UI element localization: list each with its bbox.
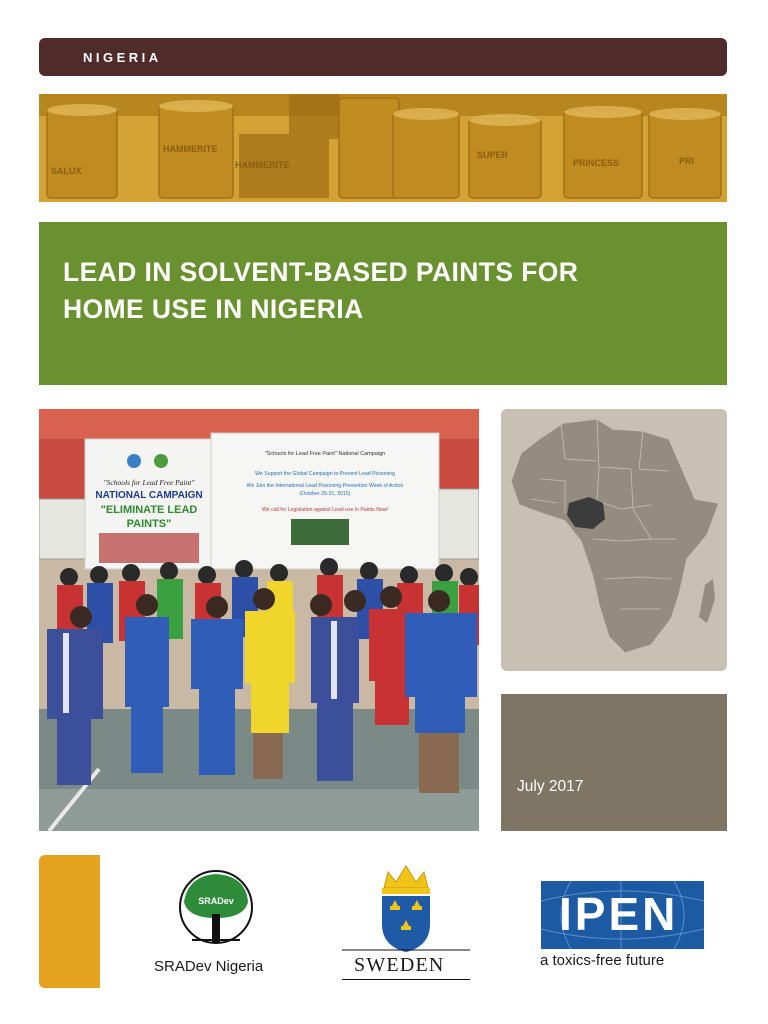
africa-continent-shape [511,419,719,653]
ipen-logo-box [541,881,704,949]
title-line-2: HOME USE IN NIGERIA [63,294,364,324]
sradev-tree-icon [148,862,288,952]
sweden-underline [342,979,470,980]
orange-accent-tab [39,855,100,988]
right-banner-line-1: "Schools for Lead Free Paint" National Campaign [264,451,386,457]
can-label: SUPER [477,150,509,160]
left-banner-line-3: "ELIMINATE LEAD [100,504,198,516]
right-banner-line-4: (October 25-31, 2015) [299,491,351,497]
ipen-tagline: a toxics-free future [540,952,665,969]
title-line-1: LEAD IN SOLVENT-BASED PAINTS FOR [63,257,579,287]
paint-cans-banner [39,94,727,202]
madagascar-shape [699,579,715,623]
africa-map-icon [501,409,727,671]
can-label: PRI [679,156,695,166]
can-label: SALUX [51,166,82,176]
ipen-name: IPEN [559,888,679,940]
campaign-photo [39,409,479,831]
left-banner-line-4: PAINTS" [126,518,172,530]
country-label: NIGERIA [83,50,162,65]
sradev-badge-text: SRADev [198,896,234,906]
africa-map-panel [501,409,727,671]
report-title [63,254,703,328]
sweden-logo [340,862,472,982]
left-banner-line-1: "Schools for Lead Free Paint" [103,478,195,487]
paint-cans-image [39,94,727,202]
can-label: HAMMERITE [163,144,218,154]
sradev-name: SRADev Nigeria [154,958,264,975]
country-header-bar [39,38,727,76]
sweden-name: SWEDEN [354,954,445,976]
students-photo-illustration [39,409,479,831]
right-banner-line-5: We call for Legislation against Lead use in Paints Now! [261,507,389,513]
sradev-logo [148,862,288,982]
left-banner-line-2: NATIONAL CAMPAIGN [95,490,203,501]
date-panel [501,694,727,831]
ipen-logo [540,880,706,976]
publication-date: July 2017 [517,778,584,795]
title-block [39,222,727,385]
right-banner-line-3: We Join the International Lead Poisoning Prevention Week of Action [246,483,404,489]
can-label: HAMMERITE [235,160,290,170]
swedish-crown-shield-icon [340,862,472,956]
can-label: PRINCESS [573,158,620,168]
right-banner-line-2: We Support the Global Campaign to Prevent Lead Poisoning [255,471,395,477]
